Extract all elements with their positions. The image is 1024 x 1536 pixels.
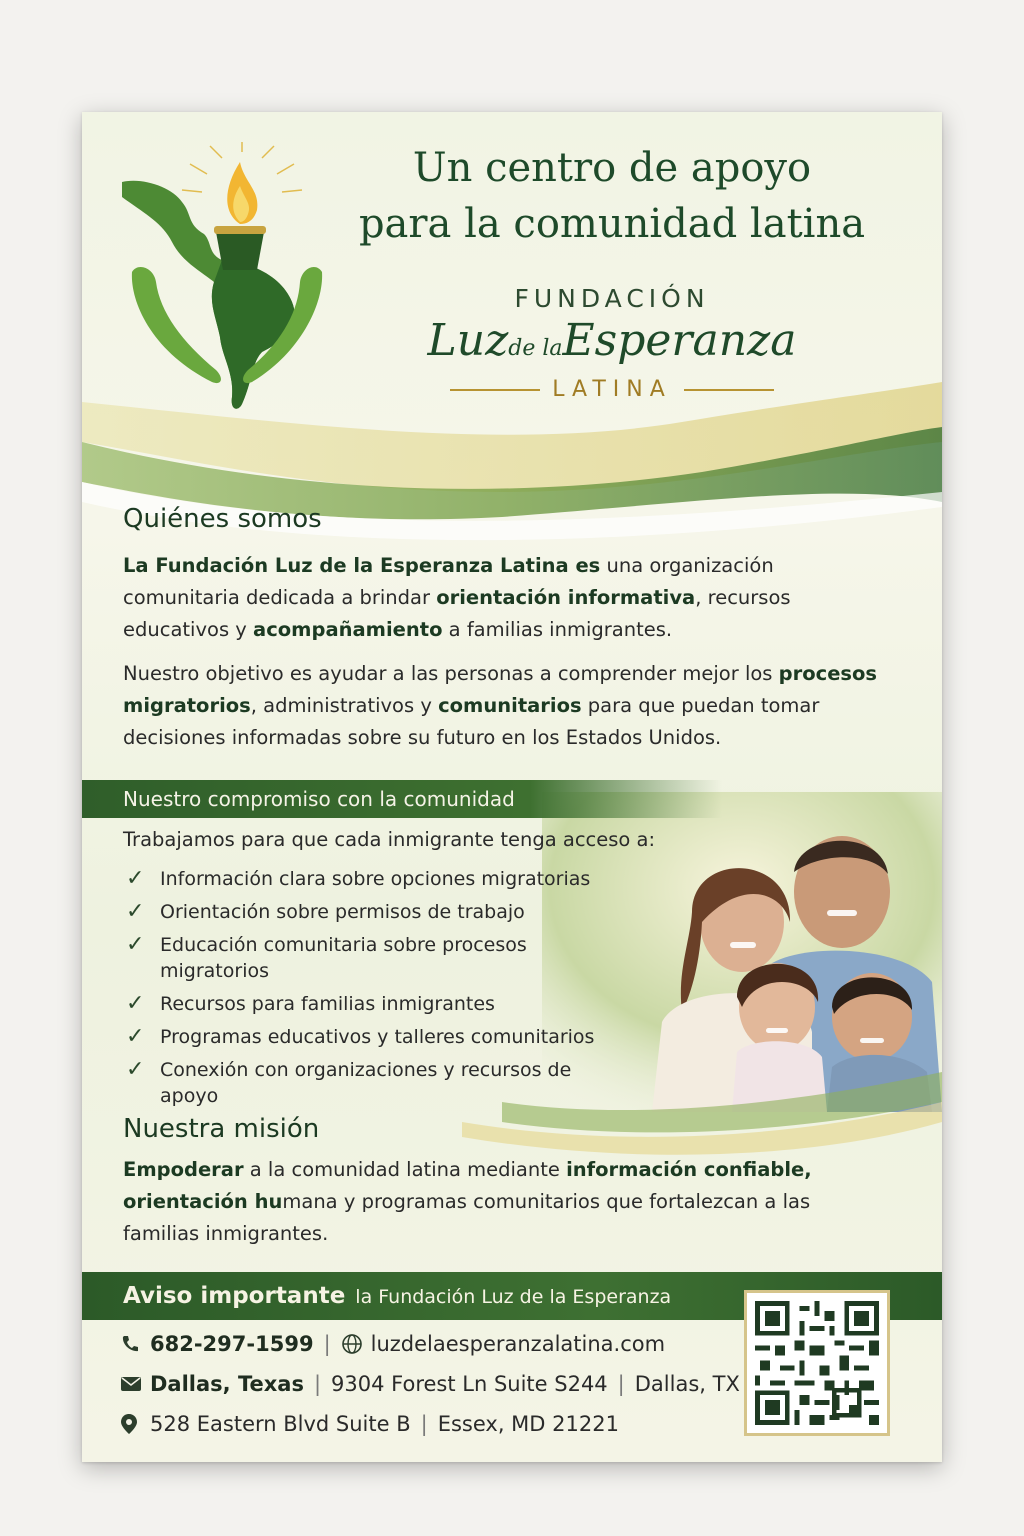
- brand-de-la: de la: [508, 336, 563, 361]
- checkmark-icon: ✓: [126, 1057, 145, 1082]
- about-paragraph-2: [123, 658, 883, 754]
- headline: [302, 140, 922, 252]
- contact-row-office-dallas: [120, 1372, 740, 1396]
- about-p1-bold-2: orientación informativa: [436, 586, 696, 609]
- contact-row-office-essex: [120, 1412, 619, 1436]
- list-item-text: Conexión con organizaciones y recursos de apoyo: [160, 1059, 572, 1107]
- about-p1-text-2: , recursos educativos y: [123, 586, 791, 641]
- list-item: [126, 991, 596, 1017]
- mission-bold-2: información confiable, orientación hu: [123, 1158, 812, 1213]
- checkmark-icon: ✓: [126, 1024, 145, 1049]
- about-p2-text-2: , administrativos y: [250, 694, 439, 717]
- office-1-city-state: Dallas, TX: [634, 1372, 740, 1396]
- about-p1-bold-1: La Fundación Luz de la Esperanza Latina es: [123, 554, 601, 577]
- divider-left: [450, 389, 540, 391]
- location-pin-icon: [120, 1413, 150, 1435]
- brand-name: [402, 313, 822, 377]
- qr-code[interactable]: [744, 1290, 890, 1436]
- globe-icon: [341, 1333, 371, 1355]
- office-1-city: Dallas, Texas: [150, 1372, 304, 1396]
- brand-latina: LATINA: [552, 377, 672, 402]
- office-2-address: 528 Eastern Blvd Suite B: [150, 1412, 411, 1436]
- headline-line-1: Un centro de apoyo: [412, 145, 812, 191]
- separator: |: [420, 1412, 428, 1436]
- about-paragraph-1: [123, 550, 883, 646]
- list-item-text: Orientación sobre permisos de trabajo: [160, 901, 525, 923]
- mission-paragraph: [123, 1154, 883, 1250]
- notice-title: Aviso importante: [123, 1283, 346, 1309]
- list-item: [126, 899, 596, 925]
- brand-logotype: [402, 284, 822, 402]
- about-p1-text-1: una organización comunitaria dedicada a brindar: [123, 554, 774, 609]
- about-p2-text-3: para que puedan tomar decisiones informadas sobre su futuro en los Estados Unidos.: [123, 694, 820, 749]
- office-2-city-state: Essex, MD 21221: [437, 1412, 619, 1436]
- separator: |: [617, 1372, 625, 1396]
- commitment-lead: Trabajamos para que cada inmigrante tenga acceso a:: [123, 828, 656, 851]
- phone-number[interactable]: 682-297-1599: [150, 1332, 314, 1356]
- list-item-text: Programas educativos y talleres comunitarios: [160, 1026, 595, 1048]
- office-1-address: 9304 Forest Ln Suite S244: [331, 1372, 608, 1396]
- qr-code-graphic: [755, 1301, 879, 1425]
- list-item-text: Información clara sobre opciones migratorias: [160, 868, 591, 890]
- checkmark-icon: ✓: [126, 866, 145, 891]
- checkmark-icon: ✓: [126, 932, 145, 957]
- list-item-text: Educación comunitaria sobre procesos migratorios: [160, 934, 527, 982]
- list-item: [126, 866, 596, 892]
- list-item: [126, 1024, 596, 1050]
- list-item: [126, 932, 556, 984]
- brand-latina-row: [402, 377, 822, 402]
- about-p1-bold-3: acompañamiento: [253, 618, 443, 641]
- mission-title: Nuestra misión: [123, 1114, 320, 1144]
- commitment-banner: Nuestro compromiso con la comunidad: [82, 780, 722, 818]
- list-item-text: Recursos para familias inmigrantes: [160, 993, 495, 1015]
- mission-text-2: mana y programas comunitarios que fortalezcan a las familias inmigrantes.: [123, 1190, 811, 1245]
- about-p2-bold-2: comunitarios: [438, 694, 582, 717]
- mission-text-1: a la comunidad latina mediante: [243, 1158, 567, 1181]
- about-p2-bold-1: procesos migratorios: [123, 662, 878, 717]
- brand-fundacion: FUNDACIÓN: [514, 284, 710, 313]
- separator: |: [313, 1372, 322, 1396]
- website-link[interactable]: luzdelaesperanzalatina.com: [370, 1332, 666, 1356]
- notice-subtitle: la Fundación Luz de la Esperanza: [355, 1286, 672, 1308]
- checkmark-icon: ✓: [126, 899, 145, 924]
- mission-bold-1: Empoderar: [123, 1158, 244, 1181]
- about-title: Quiénes somos: [123, 504, 322, 534]
- brand-esperanza: Esperanza: [562, 315, 797, 366]
- contact-row-phone: [120, 1332, 665, 1356]
- brand-luz: Luz: [427, 315, 509, 366]
- separator: |: [323, 1332, 331, 1356]
- divider-right: [684, 389, 774, 391]
- about-p2-text-1: Nuestro objetivo es ayudar a las personas a comprender mejor los: [123, 662, 779, 685]
- about-p1-text-3: a familias inmigrantes.: [442, 618, 673, 641]
- checkmark-icon: ✓: [126, 991, 145, 1016]
- flyer: [82, 112, 942, 1462]
- headline-line-2: para la comunidad latina: [358, 201, 866, 247]
- phone-icon: [120, 1334, 150, 1354]
- mail-icon: [120, 1376, 150, 1392]
